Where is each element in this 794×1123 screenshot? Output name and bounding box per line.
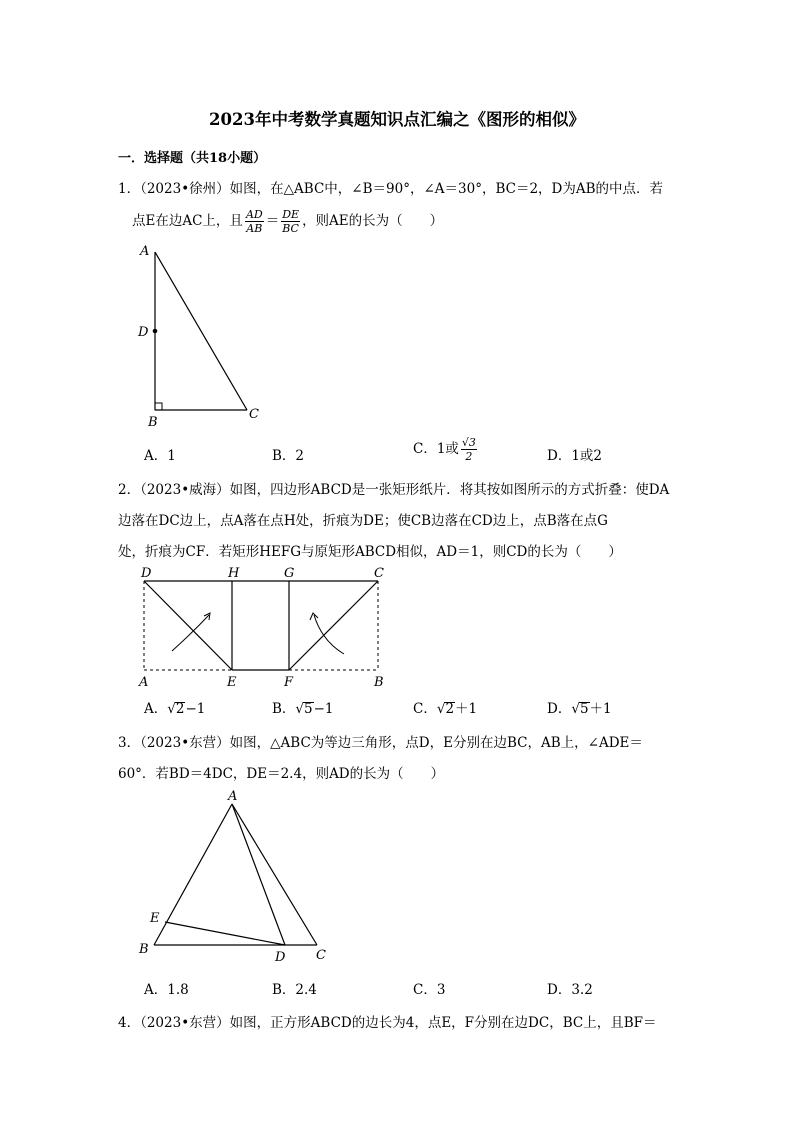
q1-option-c-numerator: √3 <box>461 436 476 449</box>
q3-point-e: E <box>150 911 160 926</box>
q1-equals: ＝ <box>265 213 280 229</box>
q1-option-c-denominator: 2 <box>465 450 473 463</box>
q2-option-d: D．√5＋1 <box>547 701 612 717</box>
q3-option-b: B．2.4 <box>272 982 317 998</box>
q3-option-a: A．1.8 <box>144 982 189 998</box>
q1-option-b: B．2 <box>272 448 305 464</box>
q2-option-a-rest: −1 <box>185 701 206 717</box>
q2-option-d-rest: ＋1 <box>589 701 612 717</box>
q1-option-d: D．1或2 <box>547 448 603 464</box>
q1-option-a: A．1 <box>144 448 176 464</box>
q2-option-c: C．√2＋1 <box>413 701 478 717</box>
q1-frac1-numerator: AD <box>245 208 263 221</box>
q2-option-d-radicand: 5 <box>579 701 589 717</box>
q2-option-b-label: B． <box>272 701 296 717</box>
q2-point-g: G <box>284 566 295 581</box>
q4-line1: 4．（2023•东营）如图，正方形ABCD的边长为4，点E，F分别在边DC，BC上，且BF＝ <box>118 1015 657 1031</box>
q1-line2-end: ，则AE的长为（ ） <box>302 213 444 229</box>
q2-line2: 边落在DC边上，点A落在点H处，折痕为DE；使CB边落在CD边上，点B落在点G <box>118 513 608 529</box>
q1-figure-triangle <box>130 240 270 430</box>
q2-point-e: E <box>227 675 237 690</box>
q1-line2-start: 点E在边AC上，且 <box>132 213 243 229</box>
q2-line1: 2．（2023•威海）如图，四边形ABCD是一张矩形纸片．将其按如图所示的方式折叠：使DA <box>118 482 670 498</box>
q1-option-c <box>413 436 479 463</box>
q1-point-d: D <box>138 325 149 340</box>
q2-option-b: B．√5−1 <box>272 701 334 717</box>
q2-point-h: H <box>228 566 240 581</box>
q3-point-a: A <box>228 789 238 804</box>
q3-line2: 60°．若BD＝4DC，DE＝2.4，则AD的长为（ ） <box>118 766 445 782</box>
q2-point-c: C <box>374 566 384 581</box>
q1-fraction-ad-ab <box>245 208 264 235</box>
q1-frac2-denominator: BC <box>282 222 299 235</box>
page-title: 2023年中考数学真题知识点汇编之《图形的相似》 <box>209 110 585 129</box>
q1-line1: 1．（2023•徐州）如图，在△ABC中，∠B＝90°，∠A＝30°，BC＝2，D为AB的中点．若 <box>118 181 664 197</box>
q2-point-d: D <box>141 566 152 581</box>
q2-option-a-radicand: 2 <box>175 701 185 717</box>
q1-point-b: B <box>148 415 158 430</box>
q1-point-c: C <box>249 407 259 422</box>
q1-option-c-text: C．1或 <box>413 441 459 457</box>
q2-point-a: A <box>139 675 149 690</box>
q3-figure-equilateral-triangle <box>132 784 332 966</box>
q2-option-d-label: D． <box>547 701 572 717</box>
q3-point-b: B <box>139 942 149 957</box>
q2-line3: 处，折痕为CF．若矩形HEFG与原矩形ABCD相似，AD＝1，则CD的长为（ ） <box>118 544 622 560</box>
q3-option-d: D．3.2 <box>547 982 593 998</box>
q1-point-a: A <box>140 244 150 259</box>
q1-fraction-de-bc <box>281 208 300 235</box>
q3-option-c: C．3 <box>413 982 446 998</box>
q1-frac1-denominator: AB <box>246 222 263 235</box>
q3-point-c: C <box>316 948 326 963</box>
q2-option-c-radicand: 2 <box>445 701 455 717</box>
q2-option-a-label: A． <box>144 701 168 717</box>
q2-option-c-label: C． <box>413 701 437 717</box>
section-heading: 一．选择题（共18小题） <box>118 151 267 166</box>
q2-option-c-rest: ＋1 <box>455 701 478 717</box>
q2-option-b-rest: −1 <box>313 701 334 717</box>
q2-point-b: B <box>374 675 384 690</box>
q1-frac2-numerator: DE <box>282 208 300 221</box>
q2-option-a: A．√2−1 <box>144 701 206 717</box>
q1-line2 <box>118 208 443 235</box>
q2-option-b-radicand: 5 <box>304 701 313 717</box>
q3-line1: 3．（2023•东营）如图，△ABC为等边三角形，点D，E分别在边BC，AB上，∠ADE＝ <box>118 735 643 751</box>
q3-point-d: D <box>275 950 286 965</box>
q2-figure-folded-rectangle <box>134 563 394 693</box>
q2-point-f: F <box>284 675 294 690</box>
q1-option-c-fraction <box>461 436 477 463</box>
